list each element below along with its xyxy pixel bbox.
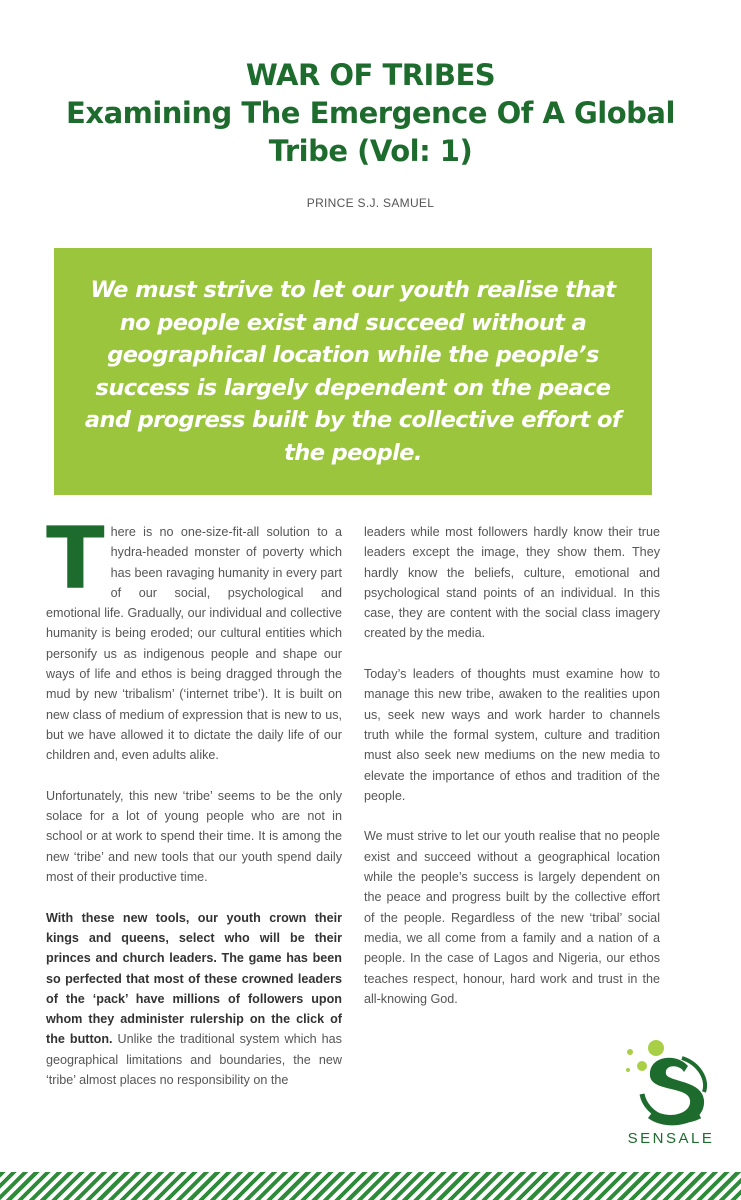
right-column: [364, 522, 660, 1029]
drop-cap: T: [46, 509, 105, 609]
pull-quote-box: [54, 248, 652, 495]
paragraph: [46, 509, 342, 766]
title-line-2: Examining The Emergence Of A Global: [66, 96, 675, 130]
title-line-1: WAR OF TRIBES: [245, 58, 496, 92]
author-byline: PRINCE S.J. SAMUEL: [306, 196, 435, 210]
paragraph-text: Unlike the traditional system which has geographical limitations and boundaries, the new ‘tribe’ almost places no responsibility on the: [46, 1032, 342, 1088]
paragraph: Unfortunately, this new ‘tribe’ seems to be the only solace for a lot of young people who are not in school or at work to spend their time. It is among the new ‘tribe’ and new tools that our youth spend daily most of their productive time.: [46, 788, 342, 885]
sensale-s-logo-icon: [616, 1036, 726, 1128]
decorative-stripe-bar: [0, 1172, 741, 1200]
paragraph: Today’s leaders of thoughts must examine how to manage this new tribe, awaken to the realities upon us, seek new ways and work harder to channels truth while the formal system, culture and tradition must also seek new mediums on the new media to elevate the importance of ethos and tradition of the people.: [364, 667, 660, 803]
title-line-3: Tribe (Vol: 1): [268, 134, 473, 168]
pull-quote-text: We must strive to let our youth realise that no people exist and succeed without a geographical location while the people’s success is largely dependent on the peace and progress built by the collective effort of the people.: [84, 277, 622, 466]
paragraph: We must strive to let our youth realise that no people exist and succeed without a geographical location while the people’s success is largely dependent on the peace and progress built by the collective effort of the people. Regardless of the new ‘tribal’ social media, we all come from a family and a nation of a people. In the case of Lagos and Nigeria, our ethos teaches respect, honour, hard work and trust in the all-knowing God.: [364, 829, 660, 1006]
left-column: [46, 509, 342, 1111]
sensale-logo: [616, 1036, 726, 1156]
logo-text: SENSALE: [627, 1130, 715, 1147]
paragraph-text: here is no one-size-fit-all solution to a hydra-headed monster of poverty which has been ravaging humanity in every part of our social, psychological and emotional life. Gradually, our individual and collective humanity is being eroded; our cultural entities which personify us as indigenous people and shape our ways of life and ethos is being dragged through the mud by new ‘tribalism’ (‘internet tribe’). It is built on new class of medium of expression that is new to us, but we have allowed it to dictate the daily life of our children and, even adults alike.: [46, 525, 342, 763]
paragraph: leaders while most followers hardly know their true leaders except the image, they show them. They hardly know the beliefs, culture, emotional and psychological stand points of an individual. In this case, they are content with the social class imagery created by the media.: [364, 525, 660, 641]
paragraph: [46, 908, 342, 1091]
article-title: [20, 56, 721, 170]
bold-text: With these new tools, our youth crown their kings and queens, select who will be their princes and church leaders. The game has been so perfected that most of these crowned leaders of the ‘pack’ have millions of followers upon whom they administer rulership on the click of the button.: [46, 910, 342, 1047]
